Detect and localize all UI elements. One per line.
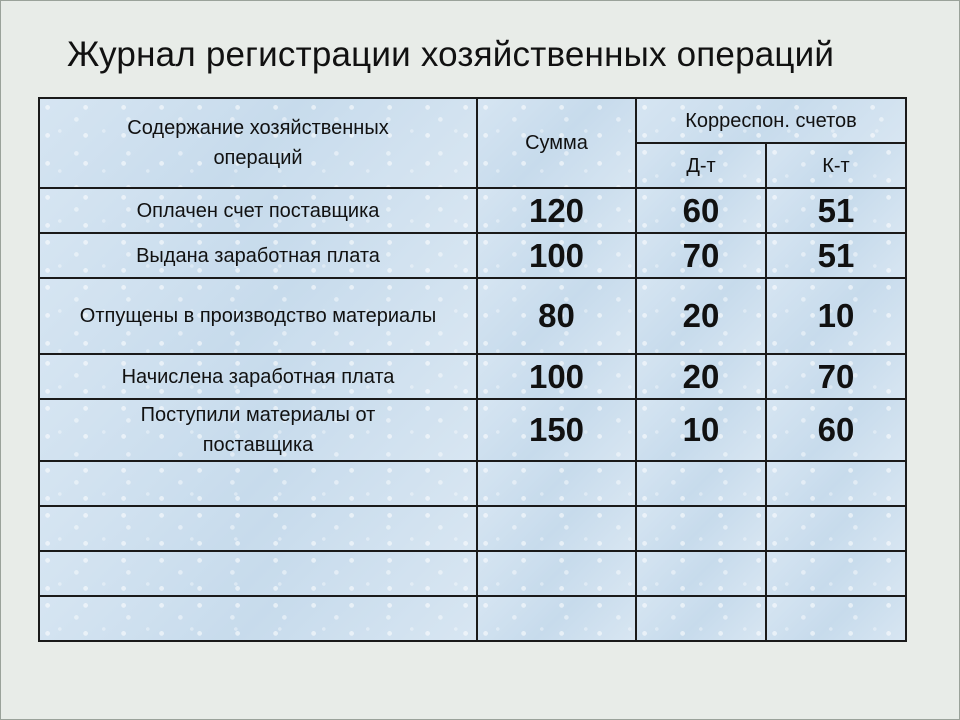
empty-cell [39, 461, 477, 506]
empty-cell [636, 461, 766, 506]
header-debit: Д-т [636, 143, 766, 188]
header-row [39, 98, 906, 143]
row-credit: 70 [766, 354, 906, 399]
header-content [39, 98, 477, 188]
header-sum: Сумма [477, 98, 636, 188]
empty-row [39, 551, 906, 596]
row-credit: 60 [766, 399, 906, 461]
empty-cell [766, 596, 906, 641]
empty-cell [39, 596, 477, 641]
empty-cell [636, 506, 766, 551]
empty-row [39, 596, 906, 641]
header-content-label: Содержание хозяйственных операций [127, 117, 389, 169]
row-sum: 150 [477, 399, 636, 461]
table-row [39, 188, 906, 233]
empty-cell [477, 596, 636, 641]
row-sum: 120 [477, 188, 636, 233]
row-sum: 80 [477, 278, 636, 354]
row-credit: 51 [766, 188, 906, 233]
row-debit: 20 [636, 278, 766, 354]
row-content: Оплачен счет поставщика [39, 188, 477, 233]
empty-cell [477, 506, 636, 551]
empty-cell [39, 506, 477, 551]
row-debit: 70 [636, 233, 766, 278]
empty-cell [477, 461, 636, 506]
page-title: Журнал регистрации хозяйственных операций [67, 35, 835, 74]
row-credit: 51 [766, 233, 906, 278]
row-content: Выдана заработная плата [39, 233, 477, 278]
empty-row [39, 506, 906, 551]
row-content-label: Поступили материалы от поставщика [140, 404, 376, 456]
table-row [39, 399, 906, 461]
empty-cell [636, 551, 766, 596]
table-row [39, 233, 906, 278]
row-content: Начислена заработная плата [39, 354, 477, 399]
row-content [39, 399, 477, 461]
row-debit: 10 [636, 399, 766, 461]
table-row [39, 278, 906, 354]
row-debit: 20 [636, 354, 766, 399]
empty-cell [766, 506, 906, 551]
row-debit: 60 [636, 188, 766, 233]
header-credit: К-т [766, 143, 906, 188]
row-sum: 100 [477, 354, 636, 399]
empty-cell [477, 551, 636, 596]
empty-cell [39, 551, 477, 596]
row-content-label: Отпущены в производство материалы [79, 305, 437, 327]
row-credit: 10 [766, 278, 906, 354]
empty-cell [766, 551, 906, 596]
empty-row [39, 461, 906, 506]
row-content [39, 278, 477, 354]
row-sum: 100 [477, 233, 636, 278]
empty-cell [766, 461, 906, 506]
table-row [39, 354, 906, 399]
header-correspondence: Корреспон. счетов [636, 98, 906, 143]
journal-table [38, 97, 907, 642]
empty-cell [636, 596, 766, 641]
